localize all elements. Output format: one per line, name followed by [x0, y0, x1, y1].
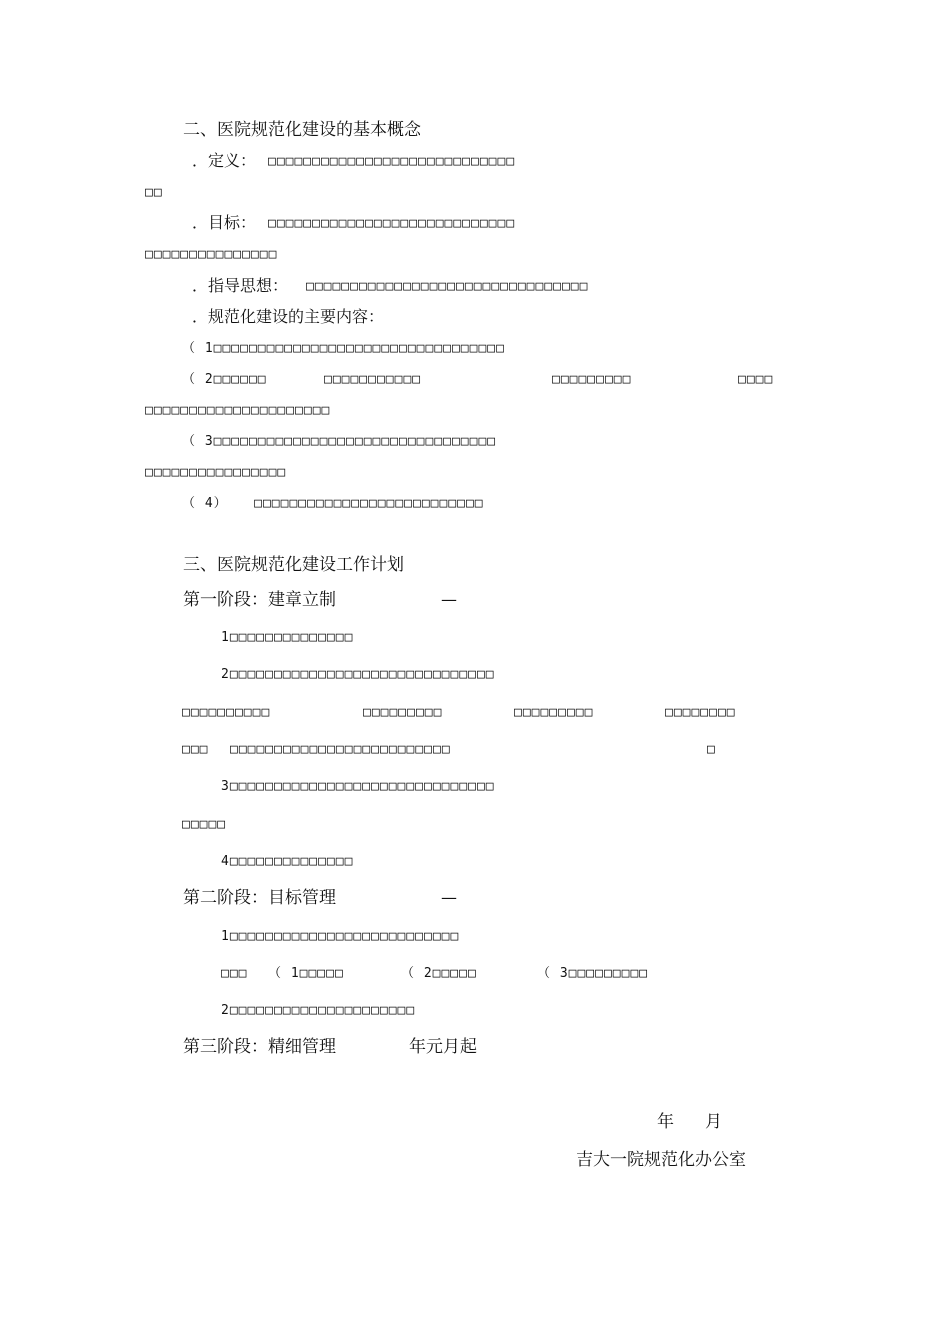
footer-year: 年 [657, 1112, 674, 1132]
footer-organization: 吉大一院规范化办公室 [576, 1150, 746, 1170]
phase-1-item-4: 4□□□□□□□□□□□□□□ [221, 854, 354, 869]
definition-label: ．定义： [192, 151, 257, 170]
definition-text-cont: □□ [145, 185, 163, 200]
content-item-2-d: □□□□ [738, 372, 774, 387]
phase-1-item-2-a: □□□□□□□□□□ [182, 705, 271, 720]
goal-label: ．目标： [192, 213, 257, 232]
guide-label: ．指导思想： [192, 276, 289, 295]
main-content-label: ．规范化建设的主要内容： [192, 307, 385, 326]
phase-1-item-3: 3□□□□□□□□□□□□□□□□□□□□□□□□□□□□□□ [221, 779, 495, 794]
goal-text: □□□□□□□□□□□□□□□□□□□□□□□□□□□□ [268, 216, 516, 231]
phase-2-item-1-a: □□□ [221, 966, 248, 981]
phase-2-item-1-d: （ 3□□□□□□□□□ [537, 966, 649, 981]
section-heading-3: 三、医院规范化建设工作计划 [183, 555, 404, 575]
content-item-3: （ 3□□□□□□□□□□□□□□□□□□□□□□□□□□□□□□□□ [182, 434, 497, 449]
phase-2-dash: — [441, 888, 457, 907]
footer-month: 月 [705, 1112, 722, 1132]
phase-1-dash: — [441, 590, 457, 609]
content-item-2-a: （ 2□□□□□□ [182, 372, 267, 387]
phase-3-date: 年元月起 [409, 1037, 477, 1057]
phase-1-title: 第一阶段：建章立制 [183, 590, 336, 610]
definition-text: □□□□□□□□□□□□□□□□□□□□□□□□□□□□ [268, 154, 516, 169]
phase-1-item-2-c: □□□□□□□□□ [514, 705, 594, 720]
content-item-2-cont: □□□□□□□□□□□□□□□□□□□□□ [145, 403, 331, 418]
phase-3-title: 第三阶段：精细管理 [183, 1037, 336, 1057]
phase-1-item-2: 2□□□□□□□□□□□□□□□□□□□□□□□□□□□□□□ [221, 667, 495, 682]
content-item-2-c: □□□□□□□□□ [552, 372, 632, 387]
section-heading-2: 二、医院规范化建设的基本概念 [183, 120, 421, 140]
content-item-4: （ 4） □□□□□□□□□□□□□□□□□□□□□□□□□□ [182, 496, 484, 511]
phase-2-item-1: 1□□□□□□□□□□□□□□□□□□□□□□□□□□ [221, 929, 460, 944]
goal-text-cont: □□□□□□□□□□□□□□□ [145, 247, 278, 262]
content-item-1: （ 1□□□□□□□□□□□□□□□□□□□□□□□□□□□□□□□□□ [182, 341, 505, 356]
phase-1-item-2-e: □□□ [182, 742, 209, 757]
phase-1-item-2-f: □□□□□□□□□□□□□□□□□□□□□□□□□ [230, 742, 451, 757]
phase-1-item-2-d: □□□□□□□□ [665, 705, 736, 720]
guide-text: □□□□□□□□□□□□□□□□□□□□□□□□□□□□□□□□ [306, 279, 589, 294]
phase-2-item-1-c: （ 2□□□□□ [401, 966, 477, 981]
phase-1-item-1: 1□□□□□□□□□□□□□□ [221, 630, 354, 645]
phase-1-item-3-cont: □□□□□ [182, 817, 227, 832]
phase-1-item-2-b: □□□□□□□□□ [363, 705, 443, 720]
phase-2-item-2: 2□□□□□□□□□□□□□□□□□□□□□ [221, 1003, 416, 1018]
content-item-3-cont: □□□□□□□□□□□□□□□□ [145, 465, 287, 480]
phase-2-title: 第二阶段：目标管理 [183, 888, 336, 908]
phase-1-item-2-g: □ [707, 742, 716, 757]
content-item-2-b: □□□□□□□□□□□ [324, 372, 422, 387]
phase-2-item-1-b: （ 1□□□□□ [268, 966, 344, 981]
